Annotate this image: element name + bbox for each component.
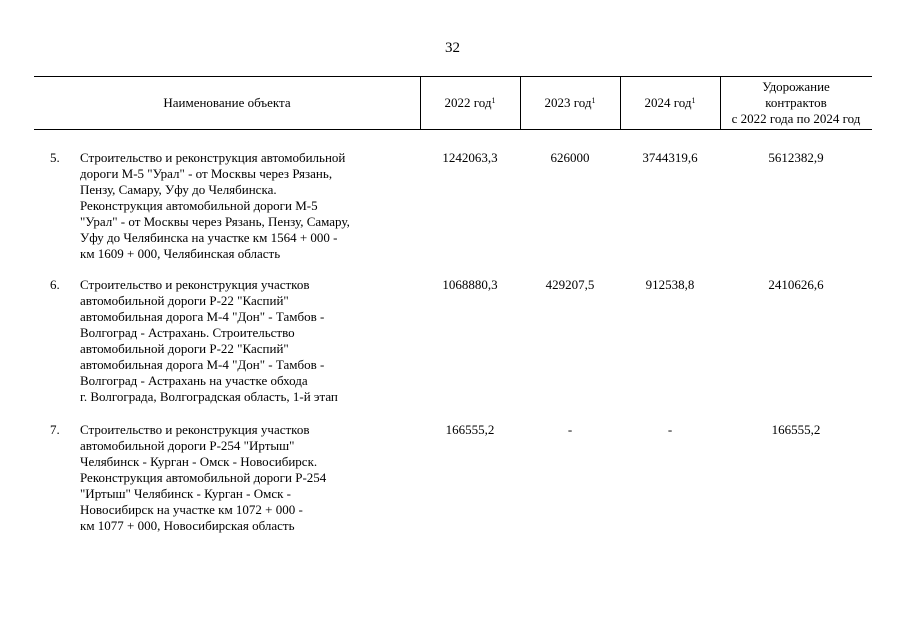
row-number: 5.: [50, 150, 60, 165]
value-2022: 166555,2: [445, 422, 495, 437]
object-name-line: Строительство и реконструкция автомобильной: [80, 150, 346, 165]
value-2024: 912538,8: [645, 277, 695, 292]
header-object-name: [34, 76, 420, 130]
row-number: 7.: [50, 422, 60, 437]
header-2024: [620, 76, 720, 130]
object-name-line: автомобильная дорога М-4 "Дон" - Тамбов -: [80, 309, 325, 324]
object-name-line: г. Волгограда, Волгоградская область, 1-й этап: [80, 389, 338, 404]
value-2023: 626000: [550, 150, 590, 165]
header-cost-increase: [720, 76, 872, 130]
object-name-line: автомобильной дороги Р-22 "Каспий": [80, 341, 289, 356]
value-2022: 1068880,3: [442, 277, 498, 292]
object-name-line: Строительство и реконструкция участков: [80, 277, 310, 292]
header-2022-label: 2022 год: [444, 95, 492, 110]
footnote-mark: 1: [691, 96, 696, 105]
object-name-line: автомобильной дороги Р-22 "Каспий": [80, 293, 289, 308]
value-cost-increase: 5612382,9: [768, 150, 824, 165]
footnote-mark: 1: [591, 96, 596, 105]
object-name-line: км 1609 + 000, Челябинская область: [80, 246, 281, 261]
object-name-line: "Иртыш" Челябинск - Курган - Омск -: [80, 486, 291, 501]
page-number: 32: [445, 40, 460, 56]
object-name-line: Уфу до Челябинска на участке км 1564 + 000 -: [80, 230, 338, 245]
value-cost-increase: 166555,2: [771, 422, 821, 437]
object-name-line: Реконструкция автомобильной дороги Р-254: [80, 470, 327, 485]
object-name-line: Реконструкция автомобильной дороги М-5: [80, 198, 318, 213]
object-name-line: Строительство и реконструкция участков: [80, 422, 310, 437]
object-name: [80, 422, 410, 534]
value-2024: -: [667, 422, 673, 437]
object-name-line: Новосибирск на участке км 1072 + 000 -: [80, 502, 303, 517]
object-name-line: "Урал" - от Москвы через Рязань, Пензу, Самару,: [80, 214, 350, 229]
object-name-line: Челябинск - Курган - Омск - Новосибирск.: [80, 454, 318, 469]
value-2023: 429207,5: [545, 277, 595, 292]
footnote-mark: 1: [491, 96, 496, 105]
object-name-line: Пензу, Самару, Уфу до Челябинска.: [80, 182, 277, 197]
object-name-line: Волгоград - Астрахань. Строительство: [80, 325, 295, 340]
header-object-name-label: Наименование объекта: [163, 95, 291, 110]
object-name-line: дороги М-5 "Урал" - от Москвы через Рязань,: [80, 166, 333, 181]
object-name: [80, 277, 410, 405]
object-name: [80, 150, 410, 262]
header-cost-increase-line: Удорожание: [762, 79, 830, 94]
value-2022: 1242063,3: [442, 150, 498, 165]
header-cost-increase-line: с 2022 года по 2024 год: [731, 111, 861, 126]
object-name-line: км 1077 + 000, Новосибирская область: [80, 518, 295, 533]
object-name-line: Волгоград - Астрахань на участке обхода: [80, 373, 308, 388]
value-2023: -: [567, 422, 573, 437]
object-name-line: автомобильная дорога М-4 "Дон" - Тамбов -: [80, 357, 325, 372]
value-cost-increase: 2410626,6: [768, 277, 824, 292]
object-name-line: автомобильной дороги Р-254 "Иртыш": [80, 438, 295, 453]
value-2024: 3744319,6: [642, 150, 698, 165]
row-number: 6.: [50, 277, 60, 292]
header-2022: [420, 76, 520, 130]
header-2023: [520, 76, 620, 130]
header-2023-label: 2023 год: [544, 95, 592, 110]
header-cost-increase-line: контрактов: [765, 95, 827, 110]
header-2024-label: 2024 год: [644, 95, 692, 110]
